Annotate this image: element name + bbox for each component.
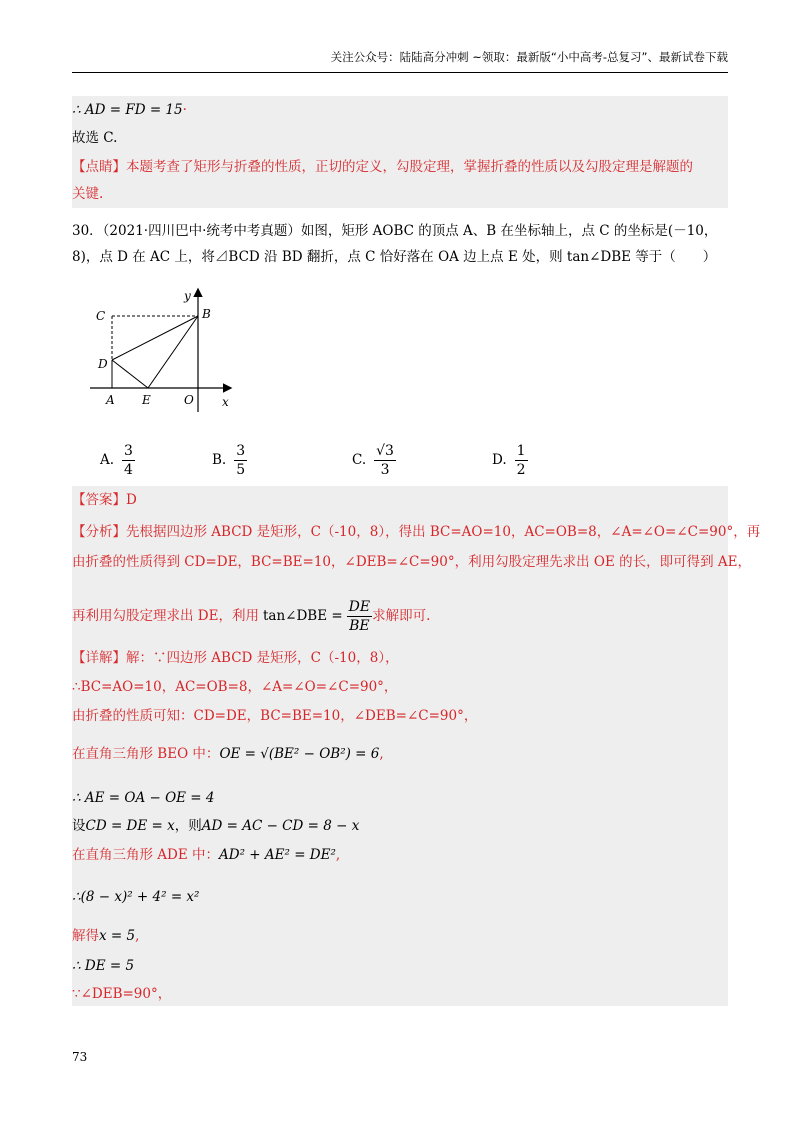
analysis-line-3: 再利用勾股定理求出 DE，利用 tan∠DBE = $\frac{DE}{BE}$ 求解即可. xyxy=(72,598,431,634)
detail-line-6: 设CD = DE = x，则AD = AC − CD = 8 − x xyxy=(72,818,360,834)
label-A: A xyxy=(106,393,115,407)
detail-line-1: 【详解】解：∵四边形 ABCD 是矩形，C（-10，8）， xyxy=(72,650,399,666)
detail-line-5: ∴ AE = OA − OE = 4 xyxy=(72,790,215,806)
prev-comment: 【点睛】本题考查了矩形与折叠的性质，正切的定义，勾股定理，掌握折叠的性质以及勾股定理是解题的 xyxy=(72,159,693,175)
label-B: B xyxy=(202,307,211,321)
detail-line-4: 在直角三角形 BEO 中：OE = √(BE² − OB²) = 6, xyxy=(72,746,384,762)
segment-DE xyxy=(112,360,148,388)
detail-line-3: 由折叠的性质可知：CD=DE，BC=BE=10，∠DEB=∠C=90°， xyxy=(72,708,478,724)
answer-line: 【答案】D xyxy=(72,492,137,508)
label-E: E xyxy=(142,393,151,407)
detail-line-8: ∴(8 − x)² + 4² = x² xyxy=(72,889,200,905)
question-text xyxy=(72,218,728,270)
detail-line-10: ∴ DE = 5 xyxy=(72,958,135,974)
option-d: D. $\frac{1}{2}$ xyxy=(492,442,526,478)
question-line-1: 30．（2021·四川巴中·统考中考真题）如图，矩形 AOBC 的顶点 A、B 在坐标轴上，点 C 的坐标是(－10， xyxy=(72,223,718,239)
analysis-line-2: 由折叠的性质得到 CD=DE，BC=BE=10，∠DEB=∠C=90°，利用勾股定理先求出 OE 的长，即可得到 AE， xyxy=(72,554,752,570)
option-b: B. $\frac{3}{5}$ xyxy=(212,442,246,478)
label-D: D xyxy=(98,357,108,371)
segment-DB xyxy=(112,316,198,360)
prev-conclusion: ∴ AD = FD = 15· xyxy=(72,102,187,118)
prev-comment-cont: 关键. xyxy=(72,186,104,202)
detail-line-11: ∵∠DEB=90°， xyxy=(72,986,172,1002)
label-x: x xyxy=(222,395,229,409)
analysis-line-1: 【分析】先根据四边形 ABCD 是矩形，C（-10，8），得出 BC=AO=10，AC=OB=8，∠A=∠O=∠C=90°，再 xyxy=(72,524,761,540)
detail-line-9: 解得x = 5, xyxy=(72,928,140,944)
prev-choice: 故选 C. xyxy=(72,130,118,146)
detail-line-2: ∴BC=AO=10，AC=OB=8，∠A=∠O=∠C=90°， xyxy=(72,679,398,695)
option-c: C. $\frac{√3}{3}$ xyxy=(352,442,394,478)
segment-EB xyxy=(148,316,198,388)
question-line-2: 8)，点 D 在 AC 上，将⊿BCD 沿 BD 翻折，点 C 恰好落在 OA 边上点 E 处，则 tan∠DBE 等于（ ） xyxy=(72,249,717,265)
option-a: A. $\frac{3}{4}$ xyxy=(100,442,133,478)
label-O: O xyxy=(184,393,194,407)
detail-line-7: 在直角三角形 ADE 中：AD² + AE² = DE², xyxy=(72,847,341,863)
page-header: 关注公众号：陆陆高分冲刺 ~领取：最新版“小中高考-总复习”、最新试卷下载 xyxy=(72,44,728,73)
geometry-figure xyxy=(90,284,250,414)
label-C: C xyxy=(96,309,106,323)
page-number: 73 xyxy=(72,1050,88,1064)
label-y: y xyxy=(184,289,191,303)
